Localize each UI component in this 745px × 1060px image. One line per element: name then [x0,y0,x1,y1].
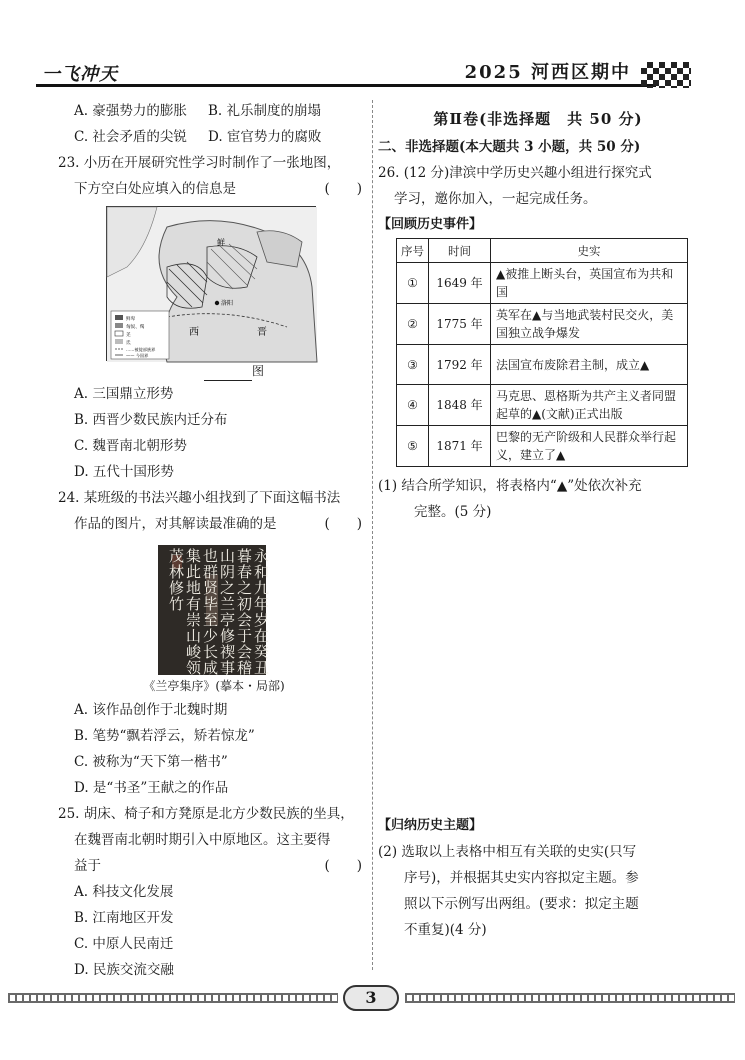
calligraphy-char: 年 [254,595,270,613]
map-svg [107,207,317,362]
row-year: 1792 年 [429,345,491,385]
row-fact: 法国宣布废除君主制，成立▲ [491,345,688,385]
calligraphy-char: 山 [186,627,202,645]
option: C. 魏晋南北朝形势 [74,438,187,454]
calligraphy-char: 丑 [254,659,270,677]
map-caption [98,361,370,381]
calligraphy-char: 茂 [169,547,185,565]
calligraphy-char: 山 [220,547,236,565]
legend-xianbei: 鲜卑 [126,317,136,322]
calligraphy-char: 少 [203,627,219,645]
q26-part2-cont: 不重复)(4 分) [404,922,487,938]
option: C. 社会矛盾的尖锐 [74,129,187,145]
row-year: 1649 年 [429,263,491,304]
calligraphy-caption: 《兰亭集序》(摹本・局部) [143,679,285,693]
left-column [58,98,370,983]
calligraphy-char: 也 [203,547,219,565]
table-row [397,263,688,304]
legend-qiang: 羌 [126,333,131,338]
q22-options-row1 [58,98,370,124]
option: B. 礼乐制度的崩塌 [208,103,322,119]
q23-stem-text: 下方空白处应填入的信息是 [74,181,236,197]
col-header-no: 序号 [397,239,429,263]
q24-stem-cont [58,511,370,537]
option: A. 该作品创作于北魏时期 [74,702,228,718]
row-no: ③ [397,345,429,385]
option: B. 江南地区开发 [74,910,174,926]
q26-part2-cont: 序号)，并根据其史实内容拟定主题。参 [404,870,639,886]
calligraphy-char: 会 [237,611,253,629]
row-year: 1871 年 [429,426,491,467]
q26-part2-cont: 照以下示例写出两组。(要求：拟定主题 [404,896,639,912]
option: D. 五代十国形势 [74,464,174,480]
history-facts-table [396,238,688,467]
calligraphy-char: 永 [254,547,270,565]
column-divider [372,100,373,970]
answer-paren: ( ) [324,181,362,197]
calligraphy-char: 至 [203,611,219,629]
col-header-year: 时间 [429,239,491,263]
calligraphy-char: 和 [254,563,270,581]
brand-logo: 一飞冲天 [42,64,118,85]
option: A. 豪强势力的膨胀 [74,103,187,119]
option: D. 民族交流交融 [74,962,174,978]
calligraphy-char: 群 [203,563,219,581]
right-column [378,98,698,943]
q26-part2: (2) 选取以上表格中相互有关联的史实(只写 [378,844,637,860]
calligraphy-char: 集 [186,547,202,565]
calligraphy-char: 毕 [203,595,219,613]
q23-stem: 23. 小历在开展研究性学习时制作了一张地图， [58,155,341,171]
row-no: ④ [397,385,429,426]
map-label-jin: 晋 [257,327,267,338]
answer-space[interactable] [378,525,698,813]
calligraphy-char: 阴 [220,563,236,581]
calligraphy-char: 岁 [254,611,270,629]
calligraphy-char: 暮 [237,547,253,565]
legend-di: 氐 [126,341,131,346]
page-footer [0,985,745,1011]
table-row [397,426,688,467]
q25-stem-text: 益于 [74,858,101,874]
footer-pattern-left [8,993,338,1003]
calligraphy-char: 亭 [220,611,236,629]
calligraphy-char: 九 [254,579,270,597]
calligraphy-image [158,545,270,677]
q25-stem: 25. 胡床、椅子和方凳原是北方少数民族的坐具， [58,806,354,822]
calligraphy-char: 贤 [203,579,219,597]
q25-stem-cont2 [58,853,370,879]
calligraphy-char: 竹 [169,595,185,613]
row-fact: 巴黎的无产阶级和人民群众举行起义，建立了▲ [491,426,688,467]
option: D. 是“书圣”王献之的作品 [74,780,229,796]
fill-blank [204,369,252,381]
calligraphy-char: 事 [220,659,236,677]
calligraphy-char: 峻 [186,643,202,661]
calligraphy-char: 于 [237,627,253,645]
calligraphy-char: 在 [254,627,270,645]
checker-decoration [641,62,691,88]
q24-stem: 24. 某班级的书法兴趣小组找到了下面这幅书法 [58,490,341,506]
q26-part1: (1) 结合所学知识，将表格内“▲”处依次补充 [378,478,642,494]
row-no: ⑤ [397,426,429,467]
header-rule [36,84,656,87]
calligraphy-char: 有 [186,595,202,613]
calligraphy-char: 崇 [186,611,202,629]
table-row [397,345,688,385]
calligraphy-char: 修 [169,579,185,597]
option: A. 科技文化发展 [74,884,174,900]
page-number: 3 [343,985,399,1011]
calligraphy-char: 初 [237,595,253,613]
row-fact: 英军在▲与当地武装村民交火，美国独立战争爆发 [491,304,688,345]
calligraphy-char: 稽 [237,659,253,677]
calligraphy-char: 会 [237,643,253,661]
summarize-theme-tag: 【归纳历史主题】 [378,818,483,833]
calligraphy-svg [158,545,270,677]
table-header-row [397,239,688,263]
calligraphy-char: 咸 [203,659,219,677]
calligraphy-char: 兰 [220,595,236,613]
legend-modern-border: —— 今国界 [126,353,149,358]
calligraphy-char: 此 [186,563,202,581]
option: D. 宦官势力的腐败 [208,129,322,145]
row-fact: 马克思、恩格斯为共产主义者同盟起草的▲(文献)正式出版 [491,385,688,426]
historical-map [106,206,316,361]
q26-part1-cont: 完整。(5 分) [414,504,492,520]
q24-stem-text: 作品的图片，对其解读最准确的是 [74,516,277,532]
calligraphy-char: 之 [237,579,253,597]
row-year: 1848 年 [429,385,491,426]
q22-options-row2 [58,124,370,150]
q26-stem-cont: 学习，邀你加入，一起完成任务。 [394,191,597,207]
calligraphy-char: 领 [186,659,202,677]
row-year: 1775 年 [429,304,491,345]
calligraphy-char: 修 [220,627,236,645]
calligraphy-char: 禊 [220,643,236,661]
table-row [397,304,688,345]
row-no: ① [397,263,429,304]
calligraphy-char: 林 [169,563,185,581]
answer-paren: ( ) [324,858,362,874]
calligraphy-char: 长 [203,643,219,661]
calligraphy-char: 地 [186,579,202,597]
legend-xiongnu: 匈奴、羯 [126,325,145,330]
footer-pattern-right [405,993,735,1003]
option: B. 笔势“飘若浮云，矫若惊龙” [74,728,255,744]
legend-tribe-border: ……被徙部族界 [126,347,156,352]
map-caption-text: 图 [251,364,264,378]
map-label-xi: 西 [189,327,199,338]
q25-stem-cont: 在魏晋南北朝时期引入中原地区。这主要得 [74,832,331,848]
exam-title: 2025 河西区期中 [464,62,631,83]
section-title: 第Ⅱ卷(非选择题 共 50 分) [433,110,643,128]
map-label-luoyang: 洛阳 [221,300,234,307]
part-title: 二、非选择题(本大题共 3 小题，共 50 分) [378,139,641,155]
map-label-xian: 鲜 [217,238,225,247]
row-no: ② [397,304,429,345]
col-header-fact: 史实 [491,239,688,263]
row-fact: ▲被推上断头台，英国宣布为共和国 [491,263,688,304]
option: B. 西晋少数民族内迁分布 [74,412,228,428]
answer-paren: ( ) [324,516,362,532]
page-header [36,54,691,94]
calligraphy-char: 癸 [254,643,270,661]
option: C. 中原人民南迁 [74,936,174,952]
option: A. 三国鼎立形势 [74,386,174,402]
q26-stem: 26. (12 分)津滨中学历史兴趣小组进行探究式 [378,165,652,181]
calligraphy-char: 之 [220,579,236,597]
table-row [397,385,688,426]
review-events-tag: 【回顾历史事件】 [378,217,483,232]
calligraphy-char: 春 [237,563,253,581]
option: C. 被称为“天下第一楷书” [74,754,228,770]
q23-stem-cont [58,176,370,202]
